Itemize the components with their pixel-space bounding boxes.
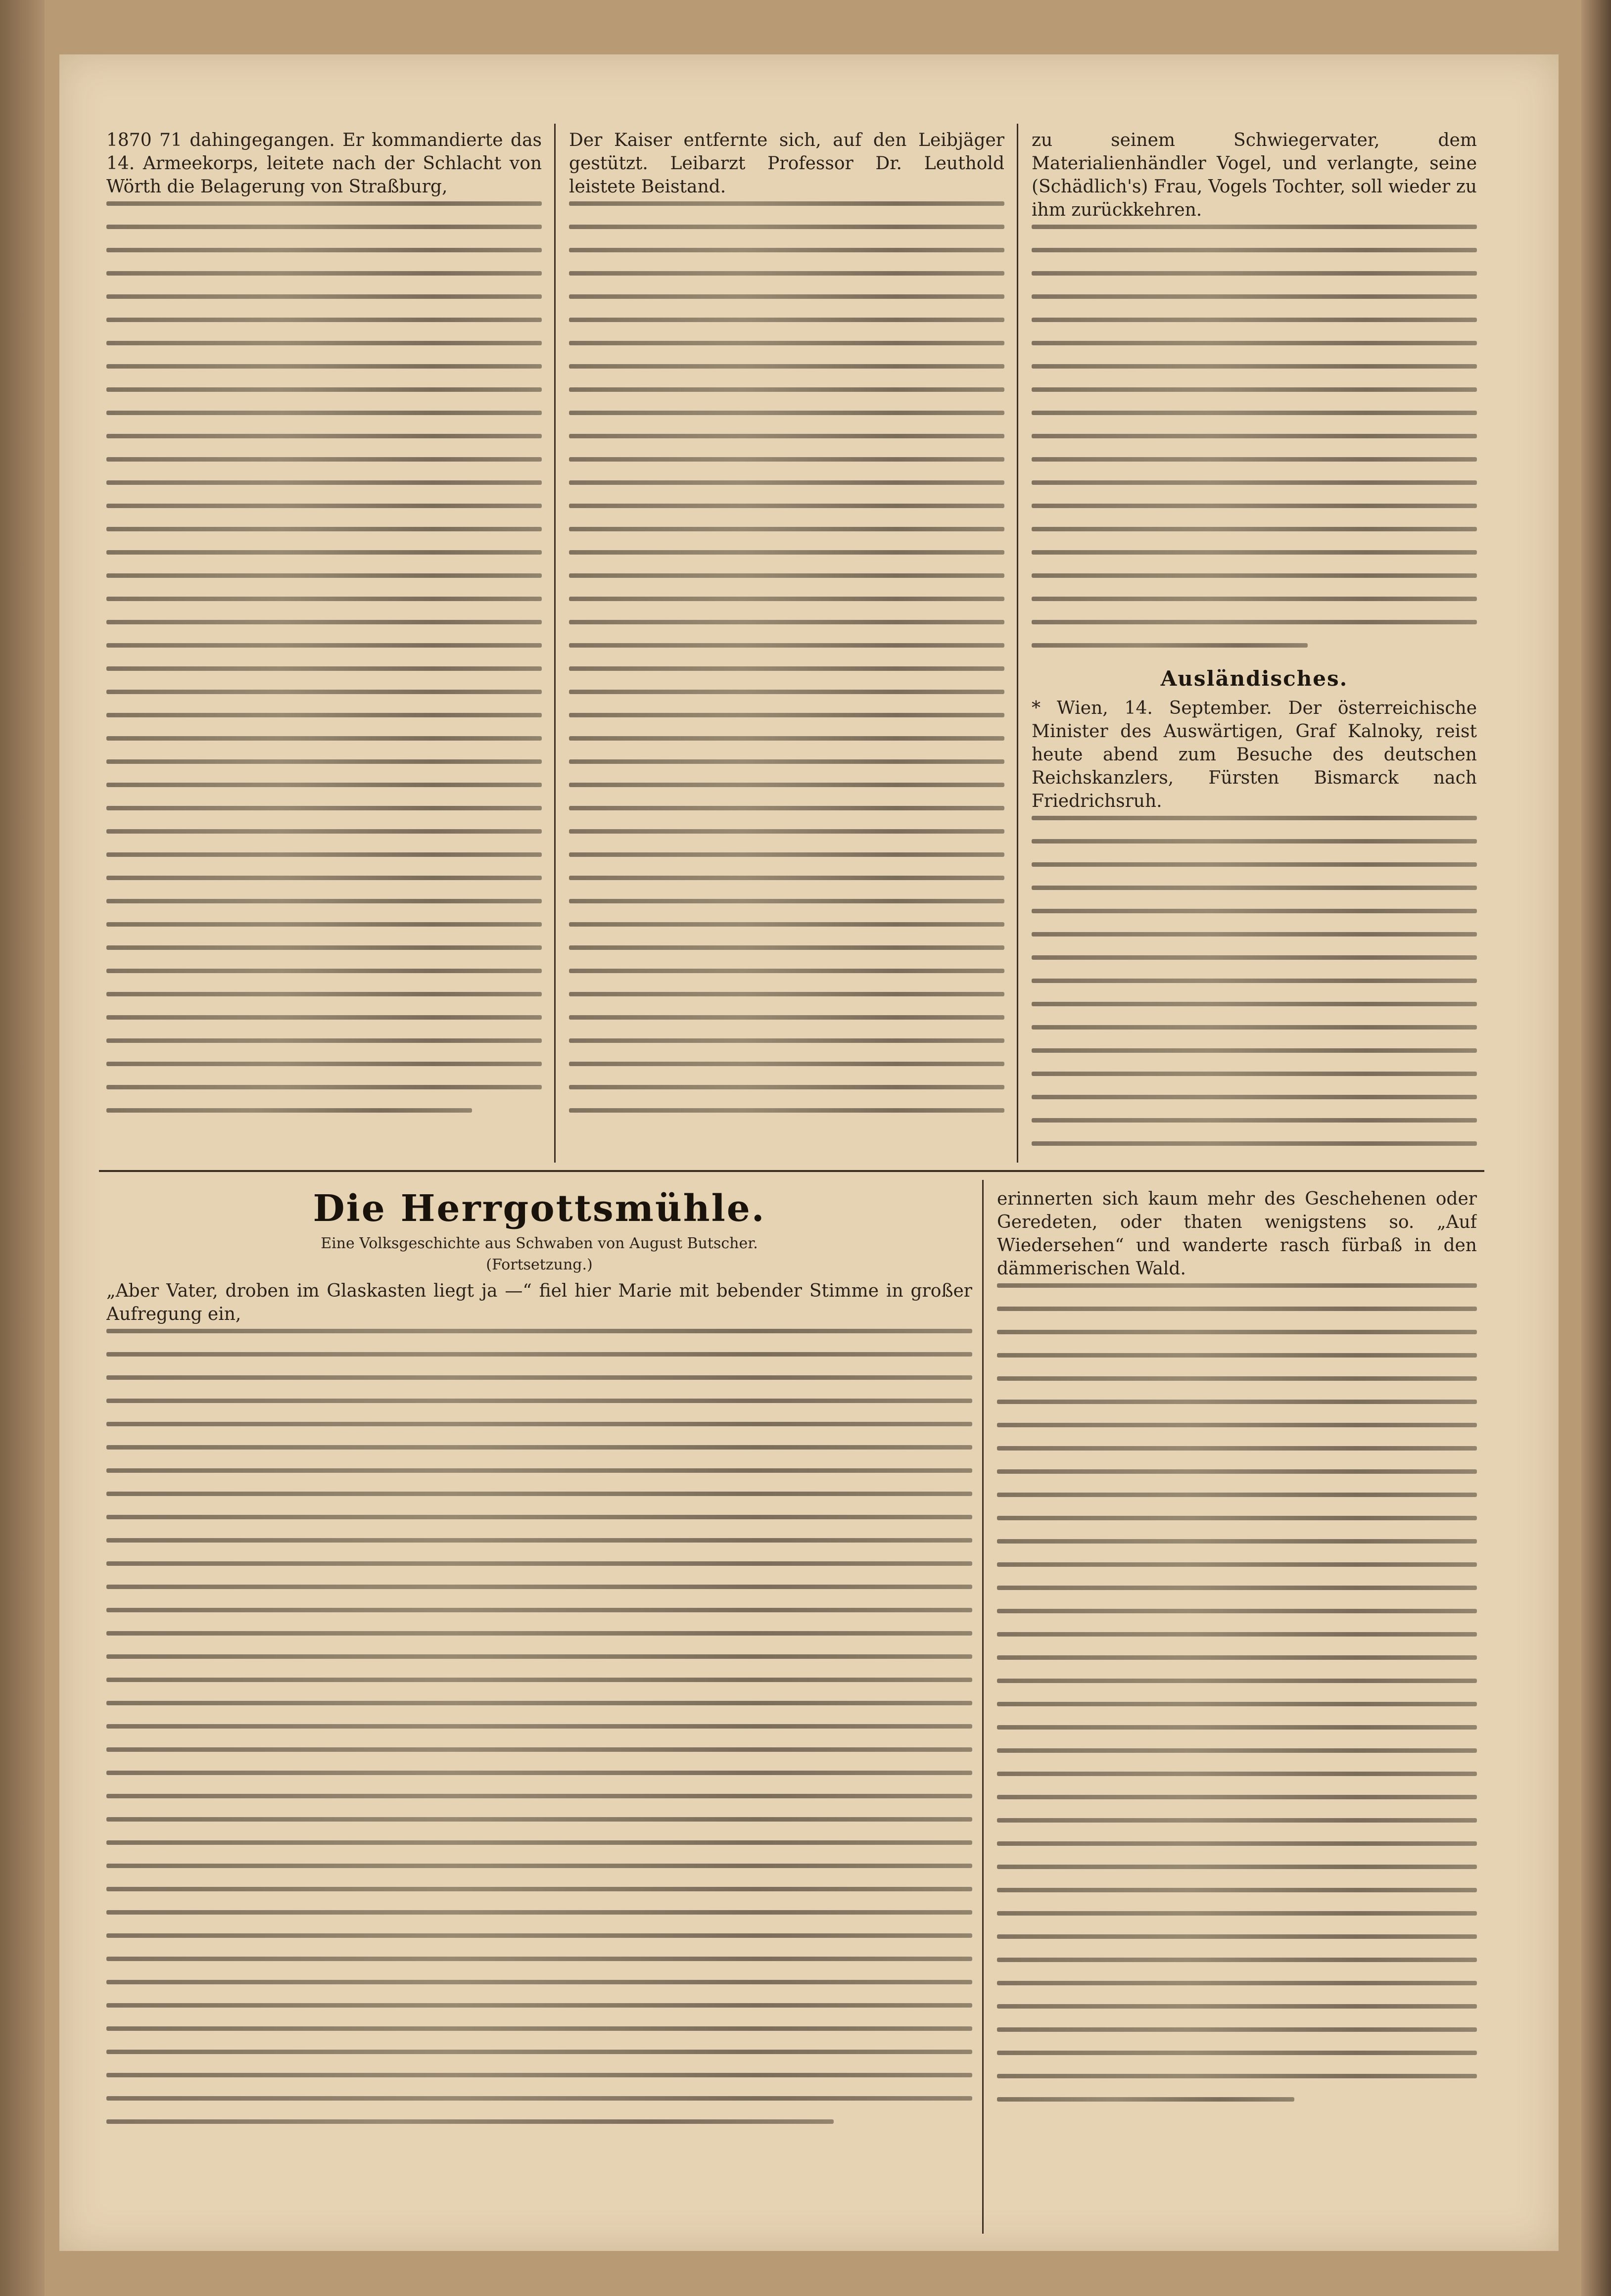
column-1-lead-text: 1870 71 dahingegangen. Er kommandierte das 14. Armeekorps, leitete nach der Schlacht von Wörth die Belagerung von Straßburg,	[106, 130, 542, 197]
column-2-body	[569, 201, 1004, 1113]
story-left-body	[106, 1329, 972, 2124]
news-column-2	[569, 129, 1004, 1163]
story-left-lead-text: „Aber Vater, droben im Glaskasten liegt ja —“ fiel hier Marie mit bebender Stimme in großer Aufregung ein,	[106, 1281, 972, 1324]
feuilleton-divider	[99, 1170, 1484, 1172]
book-binding	[0, 0, 45, 2296]
story-subtitle: Eine Volksgeschichte aus Schwaben von August Butscher.	[321, 1235, 758, 1252]
news-column-3	[1032, 129, 1477, 1163]
column-1-body	[106, 201, 542, 1113]
news-column-1	[106, 129, 542, 1163]
column-3-lead-text: zu seinem Schwiegervater, dem Materialienhändler Vogel, und verlangte, seine (Schädlich's) Frau, Vogels Tochter, soll wieder zu ihm zurückkehren.	[1032, 130, 1477, 220]
column-3-body	[1032, 225, 1477, 648]
section-body	[1032, 816, 1477, 1163]
section-lead-text: * Wien, 14. September. Der österreichische Minister des Auswärtigen, Graf Kalnoky, reist heute abend zum Besuche des deutschen Reichskanzlers, Fürsten Bismarck nach Friedrichsruh.	[1032, 698, 1477, 811]
column-rule-2	[1017, 124, 1018, 1163]
story-title: Die Herrgottsmühle.	[313, 1187, 766, 1230]
newspaper-page	[59, 54, 1559, 2251]
story-right-column	[997, 1187, 1477, 2236]
story-left-column	[106, 1187, 972, 2236]
story-continuation-note: (Fortsetzung.)	[486, 1256, 593, 1273]
column-2-lead-text: Der Kaiser entfernte sich, auf den Leibjäger gestützt. Leibarzt Professor Dr. Leuthold leistete Beistand.	[569, 130, 1004, 197]
section-heading-auslaendisches: Ausländisches.	[1160, 666, 1348, 691]
story-column-rule	[982, 1180, 984, 2234]
story-right-lead-text: erinnerten sich kaum mehr des Geschehenen oder Geredeten, oder thaten wenigstens so. „Auf Wiedersehen“ und wanderte rasch fürbaß in den dämmerischen Wald.	[997, 1189, 1477, 1279]
page-edge	[1581, 0, 1611, 2296]
column-rule-1	[554, 124, 556, 1163]
story-right-body	[997, 1283, 1477, 2102]
